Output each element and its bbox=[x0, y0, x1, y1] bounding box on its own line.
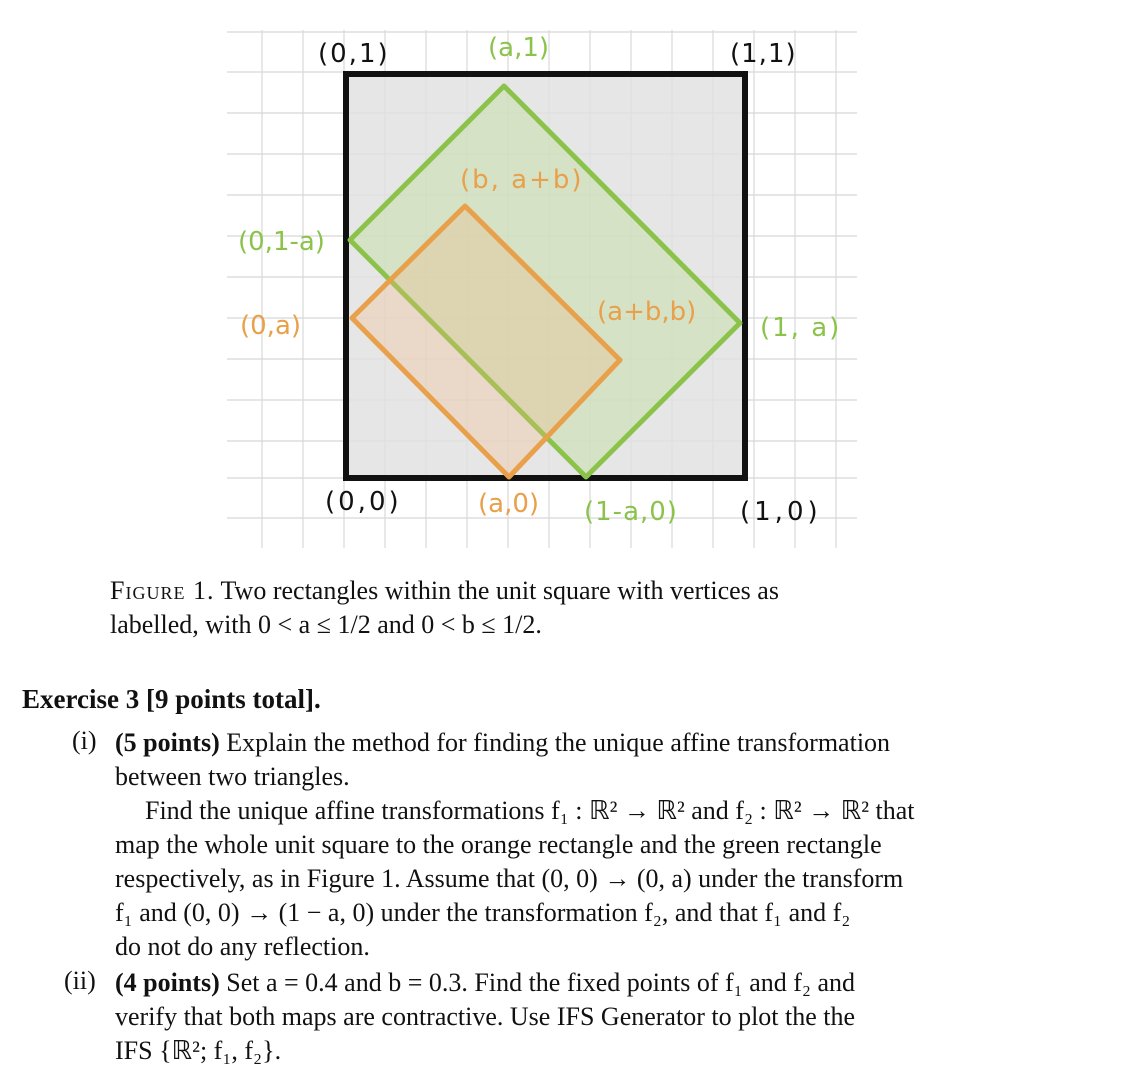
part-ii-points: (4 points) bbox=[115, 968, 220, 997]
caption-line1: Two rectangles within the unit square with vertices as bbox=[220, 576, 779, 605]
label-0-a: (0,a) bbox=[240, 311, 302, 341]
part-i-line5: respectively, as in Figure 1. Assume that (0, 0) → (0, a) under the transform bbox=[115, 864, 904, 893]
part-i-number: (i) bbox=[72, 726, 97, 755]
label-b-a-plus-b: (b, a+b) bbox=[460, 165, 584, 195]
part-ii-line1: Set a = 0.4 and b = 0.3. Find the fixed points of f₁ and f₂ and bbox=[226, 968, 855, 997]
part-i-line6: f₁ and (0, 0) → (1 − a, 0) under the transformation f₂, and that f₁ and f₂ bbox=[115, 898, 851, 927]
label-1-0: (1,0) bbox=[740, 497, 822, 527]
part-i-line2: between two triangles. bbox=[115, 762, 350, 791]
figure-caption bbox=[110, 574, 1000, 642]
label-1-a: (1, a) bbox=[760, 313, 842, 343]
part-i-line4: map the whole unit square to the orange rectangle and the green rectangle bbox=[115, 830, 882, 859]
label-1-minus-a-0: (1-a,0) bbox=[584, 497, 678, 527]
label-0-1: (0,1) bbox=[318, 39, 390, 69]
label-1-1: (1,1) bbox=[730, 39, 797, 69]
exercise-title: Exercise 3 [9 points total]. bbox=[22, 684, 321, 714]
part-ii-number: (ii) bbox=[64, 966, 96, 995]
part-i bbox=[115, 726, 1065, 964]
part-ii-line3: IFS {ℝ²; f₁, f₂}. bbox=[115, 1036, 282, 1065]
label-0-1-minus-a: (0,1-a) bbox=[238, 227, 325, 257]
label-a-0: (a,0) bbox=[478, 489, 540, 519]
caption-figure-word: Figure 1. bbox=[110, 576, 215, 605]
part-ii bbox=[115, 966, 1065, 1068]
caption-line2: labelled, with 0 < a ≤ 1/2 and 0 < b ≤ 1/2. bbox=[110, 610, 542, 639]
label-a-1: (a,1) bbox=[488, 33, 550, 63]
part-i-points: (5 points) bbox=[115, 728, 220, 757]
part-i-line3: Find the unique affine transformations f₁ : ℝ² → ℝ² and f₂ : ℝ² → ℝ² that bbox=[145, 796, 915, 825]
part-i-line1: Explain the method for finding the unique affine transformation bbox=[226, 728, 891, 757]
label-a-plus-b-b: (a+b,b) bbox=[597, 297, 697, 327]
part-i-line7: do not do any reflection. bbox=[115, 932, 370, 961]
part-ii-line2: verify that both maps are contractive. Use IFS Generator to plot the the bbox=[115, 1002, 856, 1031]
label-0-0: (0,0) bbox=[325, 487, 402, 517]
